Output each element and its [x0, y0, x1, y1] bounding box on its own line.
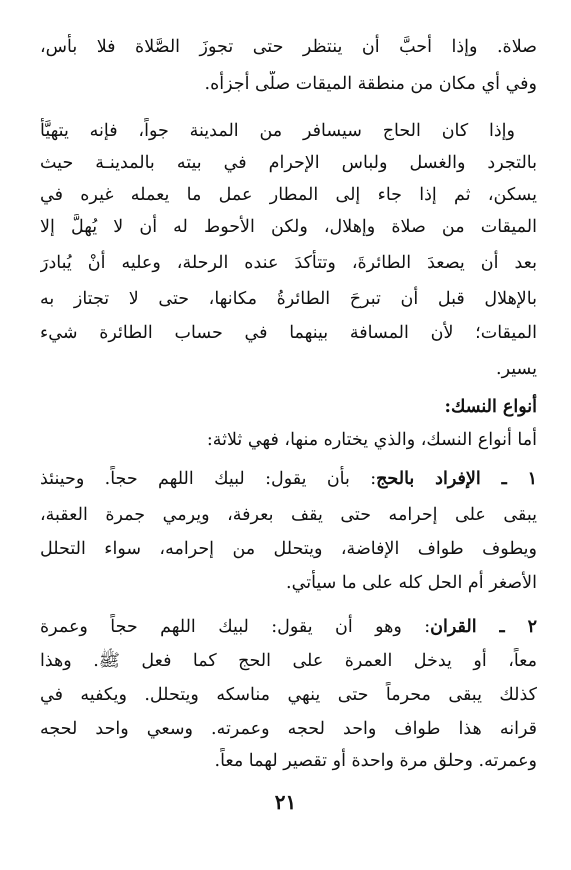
page-number: ٢١: [274, 790, 297, 814]
text-line: أما أنواع النسك، والذي يختاره منها، فهي ثلاثة:: [206, 430, 537, 450]
text-line: صلاة. وإذا أحبَّ أن ينتظر حتى تجوزَ الصَّلاة فلا بأس،: [40, 37, 537, 57]
section-heading-text: أنواع النسك:: [444, 397, 537, 417]
text-line: يسكن، ثم إذا جاء إلى المطار عمل ما يعمله غيره في: [40, 185, 537, 205]
text-line: يبقى على إحرامه حتى يقف بعرفة، ويرمي جمرة العقبة،: [40, 505, 537, 525]
item-text: : بأن يقول: لبيك اللهم حجاً. وحينئذ: [40, 469, 377, 489]
text-line: وفي أي مكان من منطقة الميقات صلَّى أجزأه.: [204, 74, 537, 94]
section-heading: [40, 394, 537, 420]
item-heading: ٢ ـ القران: [430, 617, 537, 637]
text-line: بعد أن يصعدَ الطائرةَ، وتتأكدَ عنده الرحلة، وعليه أنْ يُبادرَ: [40, 253, 537, 273]
text-line: قرانه هذا طواف واحد لحجه وعمرته. وسعي واحد لحجه: [40, 719, 537, 739]
numbered-item-line: [40, 614, 537, 640]
text-line: يسير.: [496, 359, 537, 379]
text-line: الأصغر أم الحل كله على ما سيأتي.: [286, 573, 537, 593]
text-line: الميقات من صلاة وإهلال، ولكن الأحوط له أن لا يُهلَّ إلا: [40, 217, 537, 237]
text-line: بالتجرد والغسل ولباس الإحرام في بيته بالمدينـة حيث: [40, 153, 537, 173]
text-line: الميقات؛ لأن المسافة بينهما في حساب الطائرة شيء: [40, 323, 537, 343]
text-line: ويطوف طواف الإفاضة، ويتحلل من إحرامه، سواء التحلل: [40, 539, 537, 559]
text-line: وإذا كان الحاج سيسافر من المدينة جواً، فإنه يتهيَّأ: [40, 121, 515, 141]
text-line: معاً، أو يدخل العمرة على الحج كما فعل ﷺ. وهذا: [40, 651, 537, 671]
item-text: : وهو أن يقول: لبيك اللهم حجاً وعمرة: [40, 617, 431, 637]
text-line: وعمرته. وحلق مرة واحدة أو تقصير لهما معاً.: [214, 751, 537, 771]
numbered-item-line: [40, 466, 537, 492]
text-line: كذلك يبقى محرماً حتى ينهي مناسكه ويتحلل. ويكفيه في: [40, 685, 537, 705]
item-heading: ١ ـ الإفراد بالحج: [376, 469, 537, 489]
text-line: بالإهلال قبل أن تبرحَ الطائرةُ مكانها، حتى لا تجتاز به: [40, 289, 537, 309]
